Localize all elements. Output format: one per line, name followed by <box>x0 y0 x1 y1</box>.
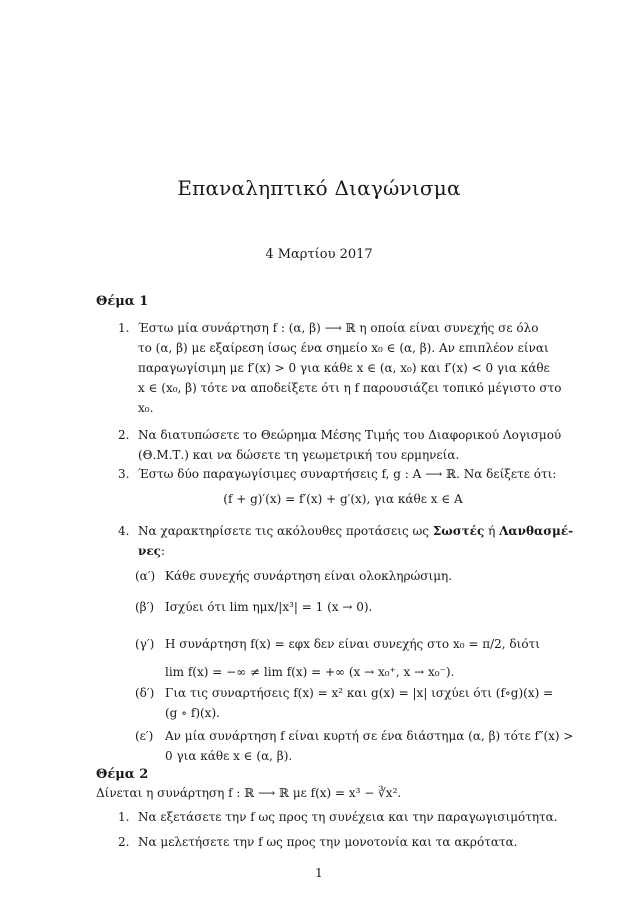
or-word: ή <box>484 524 500 538</box>
theme2-item-1 <box>118 807 558 827</box>
item-number: 1. <box>118 810 130 824</box>
colon: : <box>160 544 165 558</box>
subitem-line: Η συνάρτηση f(x) = εφx δεν είναι συνεχής στο x₀ = π/2, διότι <box>165 637 540 651</box>
item-line: Να μελετήσετε την f ως προς την μονοτονία και τα ακρότατα. <box>138 835 518 849</box>
subitem-b <box>135 597 548 617</box>
theme1-item-2 <box>118 425 562 465</box>
subitem-d <box>135 683 554 723</box>
subitem-line: Αν μία συνάρτηση f είναι κυρτή σε ένα διάστημα (α, β) τότε f″(x) > <box>165 729 574 743</box>
item-line: x ∈ (x₀, β) τότε να αποδείξετε ότι η f παρουσιάζει τοπικό μέγιστο στο <box>138 381 562 395</box>
true-word: Σωστές <box>432 524 485 538</box>
item-line: το (α, β) με εξαίρεση ίσως ένα σημείο x₀ ∈ (α, β). Αν επιπλέον είναι <box>138 341 549 355</box>
subitem-line: Κάθε συνεχής συνάρτηση είναι ολοκληρώσιμη. <box>165 569 453 583</box>
theme1-item-1 <box>118 318 562 418</box>
item-line: Έστω μία συνάρτηση f : (α, β) ⟶ ℝ η οποία είναι συνεχής σε όλο <box>138 321 539 335</box>
subitem-line: (g ∘ f)(x). <box>165 706 220 720</box>
item-line <box>138 521 574 541</box>
subitem-line: Ισχύει ότι lim ημx/|x³| = 1 (x → 0). <box>165 600 373 614</box>
theme2-intro: Δίνεται η συνάρτηση f : ℝ ⟶ ℝ με f(x) = x³ − ∛x². <box>96 786 402 800</box>
subitem-label: (δ′) <box>135 686 155 700</box>
theme1-heading: Θέμα 1 <box>96 294 149 309</box>
subitem-a <box>135 566 548 586</box>
item-line: παραγωγίσιμη με f′(x) > 0 για κάθε x ∈ (α, x₀) και f′(x) < 0 για κάθε <box>138 361 550 375</box>
theme1-item-3 <box>118 464 557 484</box>
subitem-line: 0 για κάθε x ∈ (α, β). <box>165 749 293 763</box>
item-text: Να χαρακτηρίσετε τις ακόλουθες προτάσεις ως <box>138 524 433 538</box>
false-word-cont: νες <box>138 544 161 558</box>
subitem-e <box>135 726 574 766</box>
item-number: 3. <box>118 467 130 481</box>
item-number: 1. <box>118 321 130 335</box>
item-number: 2. <box>118 428 130 442</box>
item-line: Να εξετάσετε την f ως προς τη συνέχεια και την παραγωγισιμότητα. <box>138 810 558 824</box>
document-date: 4 Μαρτίου 2017 <box>265 247 373 262</box>
item-line: x₀. <box>138 401 154 415</box>
subitem-line: lim f(x) = −∞ ≠ lim f(x) = +∞ (x → x₀⁺, x → x₀⁻). <box>165 665 455 679</box>
derivative-sum-formula: (f + g)′(x) = f′(x) + g′(x), για κάθε x ∈ A <box>223 492 463 506</box>
false-word: Λανθασμέ- <box>499 524 574 538</box>
subitem-label: (α′) <box>135 569 156 583</box>
item-line: Έστω δύο παραγωγίσιμες συναρτήσεις f, g : A ⟶ ℝ. Να δείξετε ότι: <box>138 467 557 481</box>
subitem-label: (γ′) <box>135 637 155 651</box>
document-title: Επαναληπτικό Διαγώνισμα <box>177 176 461 200</box>
theme1-item-4 <box>118 521 574 561</box>
item-line: Να διατυπώσετε το Θεώρημα Μέσης Τιμής του Διαφορικού Λογισμού <box>138 428 562 442</box>
item-number: 4. <box>118 524 130 538</box>
subitem-label: (ε′) <box>135 729 154 743</box>
item-number: 2. <box>118 835 130 849</box>
item-line: (Θ.Μ.Τ.) και να δώσετε τη γεωμετρική του ερμηνεία. <box>138 448 460 462</box>
page-number: 1 <box>315 866 323 880</box>
subitem-label: (β′) <box>135 600 155 614</box>
subitem-line: Για τις συναρτήσεις f(x) = x² και g(x) = |x| ισχύει ότι (f∘g)(x) = <box>165 686 554 700</box>
item-line <box>138 541 548 561</box>
theme2-heading: Θέμα 2 <box>96 767 149 782</box>
subitem-c <box>135 634 548 682</box>
theme2-item-2 <box>118 832 548 852</box>
